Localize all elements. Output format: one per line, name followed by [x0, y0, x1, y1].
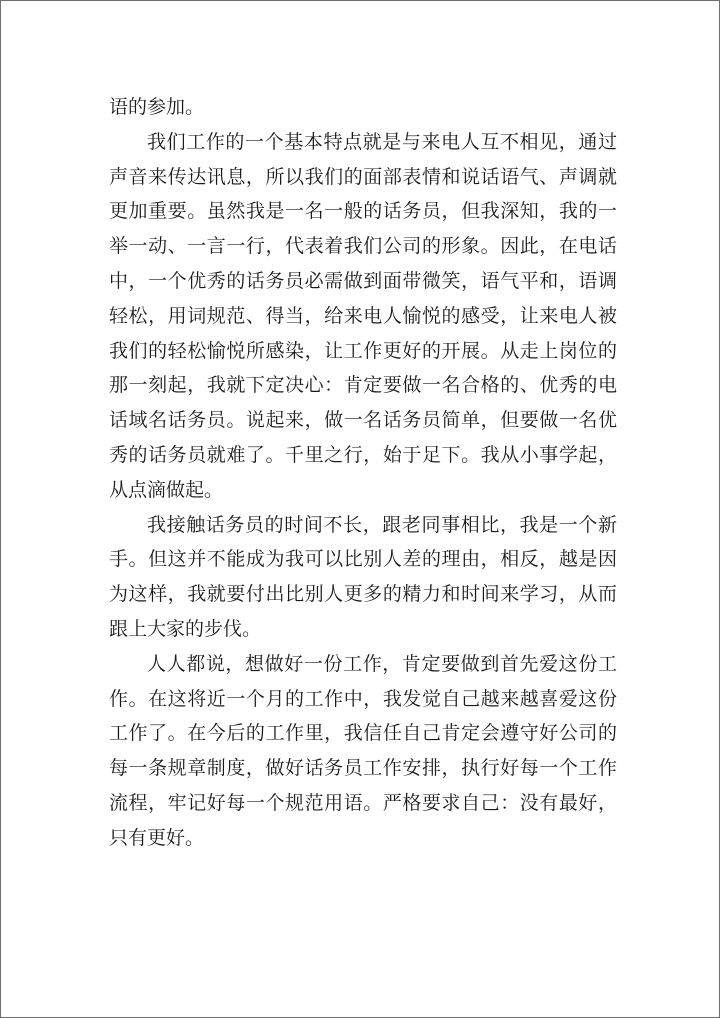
paragraph-love-the-job: 人人都说，想做好一份工作，肯定要做到首先爱这份工作。在这将近一个月的工作中，我发觉自己越来越喜爱这份工作了。在今后的工作里，我信任自己肯定会遵守好公司的每一条规章制度，做好话务员工作安排，执行好每一个工作流程，牢记好每一个规范用语。严格要求自己：没有最好，只有更好。 [109, 652, 617, 849]
paragraph-continuation: 语的参加。 [109, 96, 205, 118]
paragraph-new-operator: 我接触话务员的时间不长，跟老同事相比，我是一个新手。但这并不能成为我可以比别人差的理由，相反，越是因为这样，我就要付出比别人更多的精力和时间来学习，从而跟上大家的步伐。 [109, 513, 617, 640]
document-body [109, 90, 617, 856]
paragraph-work-characteristics: 我们工作的一个基本特点就是与来电人互不相见，通过声音来传达讯息，所以我们的面部表情和说话语气、声调就更加重要。虽然我是一名一般的话务员，但我深知，我的一举一动、一言一行，代表着我们公司的形象。因此，在电话中，一个优秀的话务员必需做到面带微笑，语气平和，语调轻松，用词规范、得当，给来电人愉悦的感受，让来电人被我们的轻松愉悦所感染，让工作更好的开展。从走上岗位的那一刻起，我就下定决心：肯定要做一名合格的、优秀的电话域名话务员。说起来，做一名话务员简单，但要做一名优秀的话务员就难了。千里之行，始于足下。我从小事学起，从点滴做起。 [109, 130, 617, 501]
